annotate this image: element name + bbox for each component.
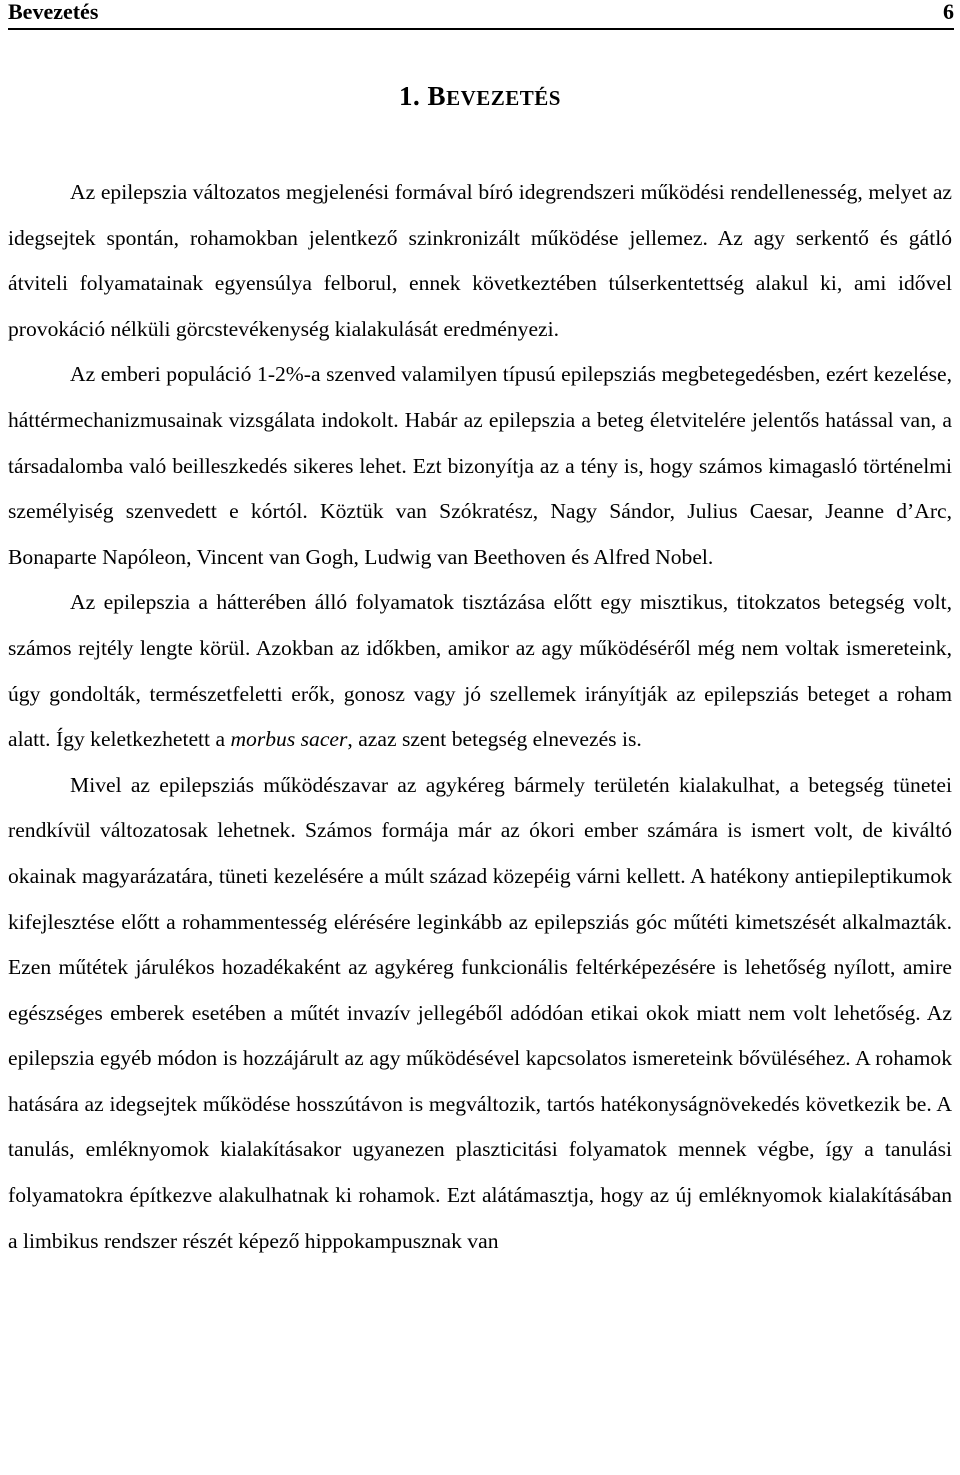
paragraph: Mivel az epilepsziás működészavar az agykéreg bármely területén kialakulhat, a betegség tünetei rendkívül változatosak lehetnek. Számos formája már az ókori ember számára is ismert volt, de kiváltó okainak magyarázatára, tüneti kezelésére a múlt század közepéig várni kellett. A hatékony antiepileptikumok kifejlesztése előtt a rohammentesség elérésére leginkább az epilepsziás góc műtéti kimetszését alkalmazták. Ezen műtétek járulékos hozadékaként az agykéreg funkcionális feltérképezésére is lehetőség nyílott, amire egészséges emberek esetében a műtét invazív jellegéből adódóan etikai okok miatt nem volt lehetőség. Az epilepszia egyéb módon is hozzájárult az agy működésével kapcsolatos ismereteink bővüléséhez. A rohamok hatására az idegsejtek működése hosszútávon is megváltozik, tartós hatékonyságnövekedés következik be. A tanulás, emléknyomok kialakításakor ugyanezen plaszticitási folyamatok mennek végbe, így a tanulási folyamatokra építkezve alakulhatnak ki rohamok. Ezt alátámasztja, hogy az új emléknyomok kialakításában a limbikus rendszer részét képező hippokampusznak van bbox=[8, 772, 952, 1253]
paragraph-text: Az epilepszia a hátterében álló folyamatok tisztázása előtt egy misztikus, titokzatos betegség volt, számos rejtély lengte körül. Azokban az időkben, amikor az agy működéséről még nem voltak ismereteink, úgy gondolták, természetfeletti erők, gonosz vagy jó szellemek irányítják az epilepsziás beteget a roham alatt. Így keletkezhetett a bbox=[8, 590, 952, 752]
paragraph: Az emberi populáció 1-2%-a szenved valamilyen típusú epilepsziás megbetegedésben, ezért kezelése, háttérmechanizmusainak vizsgálata indokolt. Habár az epilepszia a beteg életvitelére jelentős hatással van, a társadalomba való beilleszkedés sikeres lehet. Ezt bizonyítja az a tény is, hogy számos kimagasló történelmi személyiség szenvedett e kórtól. Köztük van Szókratész, Nagy Sándor, Julius Caesar, Jeanne d’Arc, Bonaparte Napóleon, Vincent van Gogh, Ludwig van Beethoven és Alfred Nobel. bbox=[8, 362, 952, 569]
header-section-title: Bevezetés bbox=[8, 0, 99, 24]
body-text bbox=[8, 170, 952, 1264]
chapter-title-initial: B bbox=[427, 81, 447, 111]
italic-term: morbus sacer bbox=[230, 727, 348, 752]
chapter-title bbox=[0, 78, 960, 116]
chapter-title-rest: EVEZETÉS bbox=[446, 86, 561, 110]
paragraph-text: , azaz szent betegség elnevezés is. bbox=[347, 727, 642, 752]
paragraph: Az epilepszia változatos megjelenési formával bíró idegrendszeri működési rendellenesség, melyet az idegsejtek spontán, rohamokban jelentkező szinkronizált működése jellemez. Az agy serkentő és gátló átviteli folyamatainak egyensúlya felborul, ennek következtében túlserkentettség alakul ki, ami idővel provokáció nélküli görcstevékenység kialakulását eredményezi. bbox=[8, 180, 952, 341]
chapter-number: 1. bbox=[399, 81, 421, 111]
paragraph bbox=[8, 580, 952, 762]
running-header bbox=[8, 0, 954, 30]
header-page-number: 6 bbox=[943, 0, 954, 24]
